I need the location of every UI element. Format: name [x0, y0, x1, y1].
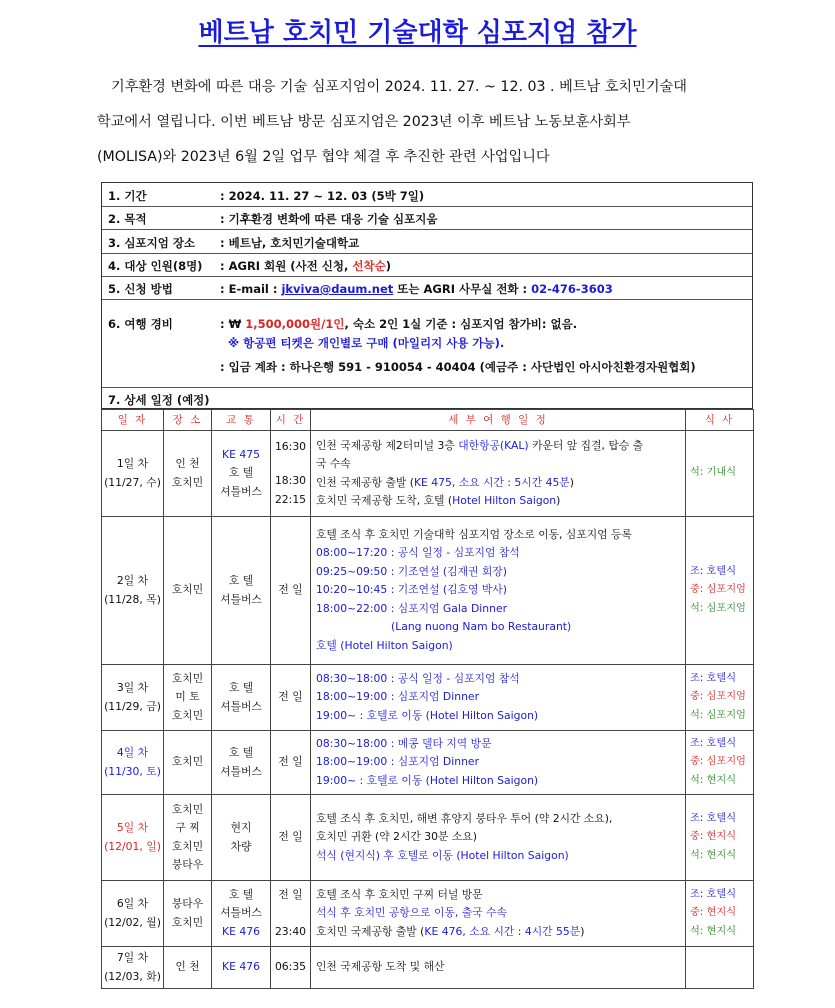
- cost-note: ※ 항공편 티켓은 개인별로 구매 (마일리지 사용 가능).: [228, 336, 505, 350]
- info-row-cost: [102, 300, 752, 388]
- details-cell: 인천 국제공항 제2터미널 3층 대한항공(KAL) 카운터 앞 집결, 탑승 출 국 수속 인천 국제공항 출발 (KE 475, 소요 시간 : 5시간 45분) 호치민 국제공항 도착, 호텔 (Hotel Hilton Saigon): [311, 431, 686, 517]
- intro-line-1: 기후환경 변화에 따른 대응 기술 심포지엄이 2024. 11. 27. ~ 12. 03 . 베트남 호치민기술대: [111, 79, 687, 95]
- first-come-badge: 선착순: [352, 259, 386, 273]
- header-details: 세 부 여 행 일 정: [311, 410, 686, 431]
- header-place: 장 소: [164, 410, 212, 431]
- table-row: [102, 431, 754, 517]
- details-cell: 08:30~18:00 : 메콩 델타 지역 방문 18:00~19:00 : 심포지엄 Dinner 19:00~ : 호텔로 이동 (Hotel Hilton Saigon): [311, 731, 686, 795]
- transport-cell: KE 476: [212, 947, 271, 989]
- details-cell: 인천 국제공항 도착 및 해산: [311, 947, 686, 989]
- table-row: [102, 881, 754, 947]
- table-row: [102, 947, 754, 989]
- info-row-schedule: [102, 388, 752, 410]
- phone-number: 02-476-3603: [531, 282, 613, 296]
- purpose-label: 2. 목적: [108, 212, 147, 226]
- header-transport: 교 통: [212, 410, 271, 431]
- transport-cell: KE 475 호 텔 셔틀버스: [212, 431, 271, 517]
- place-cell: 호치민: [164, 731, 212, 795]
- venue-value: : 베트남, 호치민기술대학교: [220, 236, 360, 250]
- table-row: [102, 517, 754, 665]
- schedule-header-row: [102, 410, 754, 431]
- time-cell: 전 일: [271, 795, 311, 881]
- details-cell: 08:30~18:00 : 공식 일정 - 심포지엄 참석 18:00~19:00 : 심포지엄 Dinner 19:00~ : 호텔로 이동 (Hotel Hilton Saigon): [311, 665, 686, 731]
- day-cell: 7일 차 (12/03, 화): [102, 947, 164, 989]
- time-cell: 전 일 23:40: [271, 881, 311, 947]
- intro-line-2: 학교에서 열립니다. 이번 베트남 방문 심포지엄은 2023년 이후 베트남 노동보훈사회부: [97, 114, 631, 130]
- info-box: [101, 182, 753, 409]
- day-cell: 4일 차 (11/30, 토): [102, 731, 164, 795]
- place-cell: 호치민: [164, 517, 212, 665]
- meal-cell: 조: 호텔식 중: 현지식 석: 현지식: [686, 881, 754, 947]
- transport-cell: 호 텔 셔틀버스: [212, 665, 271, 731]
- place-cell: 호치민 구 찌 호치민 붕타우: [164, 795, 212, 881]
- purpose-value: : 기후환경 변화에 따른 대응 기술 심포지움: [220, 212, 438, 226]
- place-cell: 붕타우 호치민: [164, 881, 212, 947]
- transport-cell: 현지 차량: [212, 795, 271, 881]
- target-value: : AGRI 회원 (사전 신청, 선착순): [220, 259, 391, 273]
- place-cell: 호치민 미 토 호치민: [164, 665, 212, 731]
- info-row-purpose: [102, 207, 752, 230]
- meal-cell: [686, 947, 754, 989]
- table-row: [102, 731, 754, 795]
- day-cell: 5일 차 (12/01, 일): [102, 795, 164, 881]
- period-label: 1. 기간: [108, 189, 147, 203]
- details-cell: 호텔 조식 후 호치민 구찌 터널 방문 석식 후 호치민 공항으로 이동, 출국 수속 호치민 국제공항 출발 (KE 476, 소요 시간 : 4시간 55분): [311, 881, 686, 947]
- schedule-label: 7. 상세 일정 (예정): [108, 393, 210, 407]
- venue-label: 3. 심포지엄 장소: [108, 236, 196, 250]
- header-time: 시 간: [271, 410, 311, 431]
- table-row: [102, 665, 754, 731]
- info-row-apply: [102, 277, 752, 300]
- time-cell: 06:35: [271, 947, 311, 989]
- header-date: 일 자: [102, 410, 164, 431]
- details-cell: 호텔 조식 후 호치민 기술대학 심포지엄 장소로 이동, 심포지엄 등록 08:00~17:20 : 공식 일정 - 심포지엄 참석 09:25~09:50 : 기조연설 (김재권 회장) 10:20~10:45 : 기조연설 (김호영 박사) 18:00~22:00 : 심포지엄 Gala Dinner (Lang nuong Nam bo Restaurant) 호텔 (Hotel Hilton Saigon): [311, 517, 686, 665]
- cost-label: 6. 여행 경비: [108, 317, 173, 331]
- email-link[interactable]: jkviva@daum.net: [281, 282, 394, 296]
- meal-cell: 조: 호텔식 중: 현지식 석: 현지식: [686, 795, 754, 881]
- target-label: 4. 대상 인원(8명): [108, 259, 203, 273]
- intro-paragraph: [97, 70, 757, 175]
- schedule-table: [101, 409, 754, 989]
- day-cell: 1일 차 (11/27, 수): [102, 431, 164, 517]
- day-cell: 6일 차 (12/02, 월): [102, 881, 164, 947]
- transport-cell: 호 텔 셔틀버스: [212, 517, 271, 665]
- details-cell: 호텔 조식 후 호치민, 해변 휴양지 붕타우 투어 (약 2시간 소요), 호치민 귀환 (약 2시간 30분 소요) 석식 (현지식) 후 호텔로 이동 (Hotel Hilton Saigon): [311, 795, 686, 881]
- time-cell: 16:30 18:30 22:15: [271, 431, 311, 517]
- place-cell: 인 천: [164, 947, 212, 989]
- meal-cell: 조: 호텔식 중: 심포지엄 석: 현지식: [686, 731, 754, 795]
- cost-value: : ₩ 1,500,000원/1인, 숙소 2인 1실 기준 : 심포지엄 참가비: 없음.: [220, 317, 578, 331]
- time-cell: 전 일: [271, 731, 311, 795]
- transport-cell: 호 텔 셔틀버스: [212, 731, 271, 795]
- apply-label: 5. 신청 방법: [108, 282, 173, 296]
- info-row-venue: [102, 230, 752, 254]
- intro-line-3: (MOLISA)와 2023년 6월 2일 업무 협약 체결 후 추진한 관련 사업입니다: [97, 149, 550, 165]
- table-row: [102, 795, 754, 881]
- time-cell: 전 일: [271, 665, 311, 731]
- cost-amount: 1,500,000원/1인: [245, 317, 345, 331]
- info-row-period: [102, 183, 752, 207]
- meal-cell: 조: 호텔식 중: 심포지엄 석: 심포지엄: [686, 665, 754, 731]
- place-cell: 인 천 호치민: [164, 431, 212, 517]
- apply-value: : E-mail : jkviva@daum.net 또는 AGRI 사무실 전화 : 02-476-3603: [220, 282, 613, 296]
- time-cell: 전 일: [271, 517, 311, 665]
- transport-cell: 호 텔 셔틀버스 KE 476: [212, 881, 271, 947]
- info-row-target: [102, 254, 752, 277]
- meal-cell: 조: 호텔식 중: 심포지엄 석: 심포지엄: [686, 517, 754, 665]
- cost-account: : 입금 계좌 : 하나은행 591 - 910054 - 40404 (예금주 : 사단법인 아시아친환경자원협회): [220, 360, 696, 374]
- period-value: : 2024. 11. 27 ~ 12. 03 (5박 7일): [220, 189, 425, 203]
- header-meal: 식 사: [686, 410, 754, 431]
- day-cell: 3일 차 (11/29, 금): [102, 665, 164, 731]
- day-cell: 2일 차 (11/28, 목): [102, 517, 164, 665]
- page-title: 베트남 호치민 기술대학 심포지엄 참가: [198, 18, 637, 48]
- meal-cell: 석: 기내식: [686, 431, 754, 517]
